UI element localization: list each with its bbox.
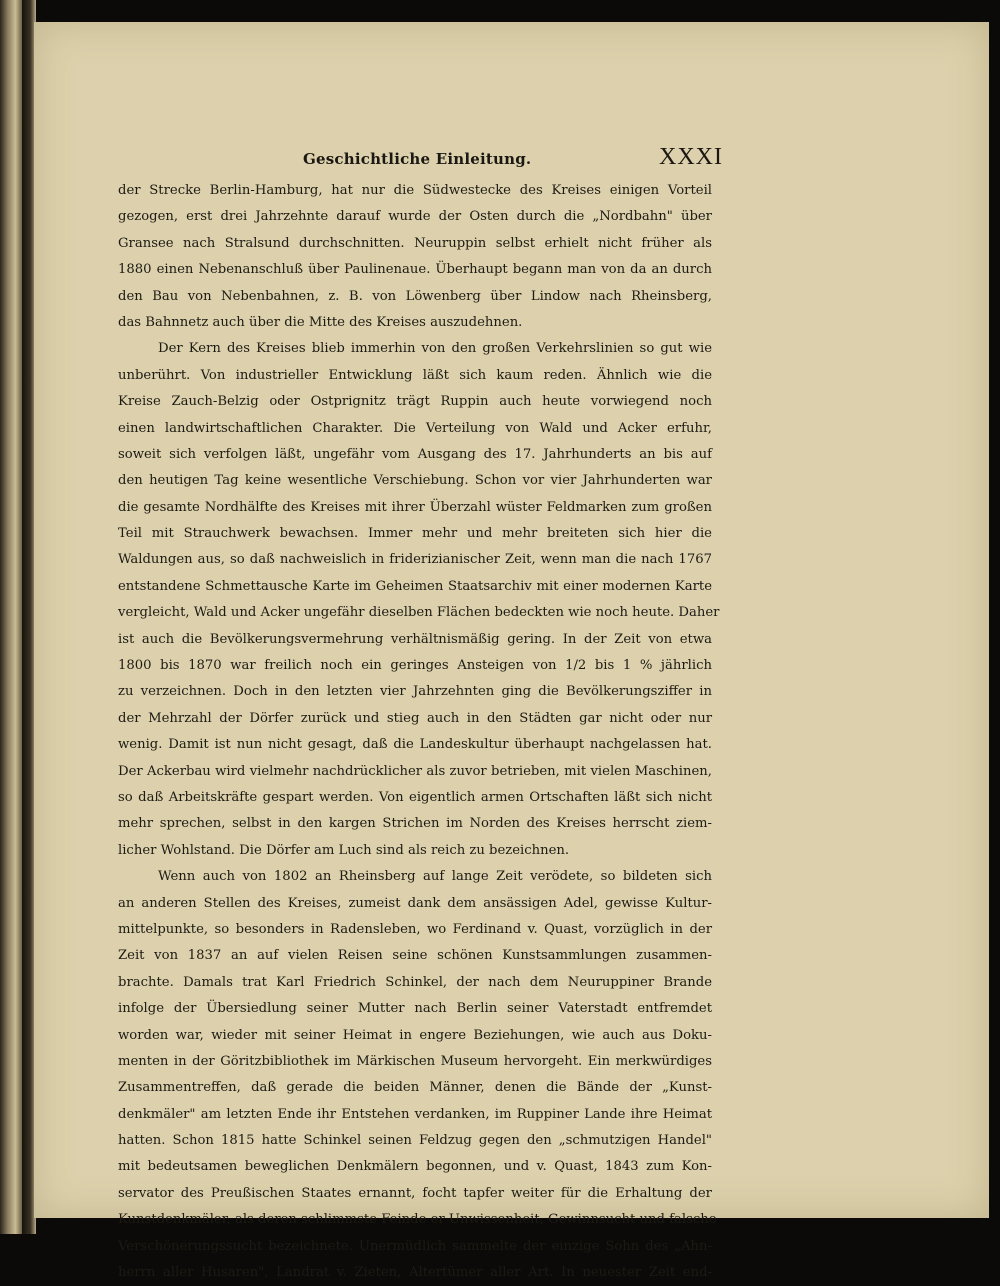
text-line: wenig. Damit ist nun nicht gesagt, daß die Landeskultur überhaupt nachgelassen hat. — [118, 737, 712, 753]
text-line: Waldungen aus, so daß nachweislich in friderizianischer Zeit, wenn man die nach 1767 — [118, 552, 712, 568]
text-line: der Mehrzahl der Dörfer zurück und stieg auch in den Städten gar nicht oder nur — [118, 710, 712, 726]
text-line: mittelpunkte, so besonders in Radensleben, wo Ferdinand v. Quast, vorzüglich in der — [118, 921, 712, 937]
text-line: brachte. Damals trat Karl Friedrich Schinkel, der nach dem Neuruppiner Brande — [118, 974, 712, 990]
previous-page-edge — [0, 0, 22, 1234]
text-line: den heutigen Tag keine wesentliche Verschiebung. Schon vor vier Jahrhunderten war — [118, 473, 712, 489]
text-line: Verschönerungssucht bezeichnete. Unermüdlich sammelte der einzige Sohn des „Ahn- — [118, 1238, 712, 1254]
text-line: der Strecke Berlin-Hamburg, hat nur die Südwestecke des Kreises einigen Vorteil — [118, 183, 712, 198]
text-line: Wenn auch von 1802 an Rheinsberg auf lange Zeit verödete, so bildeten sich — [158, 869, 712, 885]
text-line: Kunstdenkmäler, als deren schlimmste Feinde er Unwissenheit, Gewinnsucht und falsche — [118, 1212, 717, 1228]
text-line: 1800 bis 1870 war freilich noch ein geringes Ansteigen von 1/2 bis 1 % jährlich — [118, 658, 712, 674]
text-line: Der Kern des Kreises blieb immerhin von den großen Verkehrslinien so gut wie — [158, 341, 712, 357]
running-head: Geschichtliche Einleitung. — [303, 150, 532, 168]
text-line: einen landwirtschaftlichen Charakter. Die Verteilung von Wald und Acker erfuhr, — [118, 420, 712, 436]
text-line: servator des Preußischen Staates ernannt, focht tapfer weiter für die Erhaltung der — [118, 1185, 712, 1201]
text-line: Zusammentreffen, daß gerade die beiden Männer, denen die Bände der „Kunst- — [118, 1080, 712, 1096]
text-line: Der Ackerbau wird vielmehr nachdrücklicher als zuvor betrieben, mit vielen Maschinen, — [118, 763, 712, 779]
text-line: 1880 einen Nebenanschluß über Paulinenaue. Überhaupt begann man von da an durch — [118, 262, 712, 278]
text-line: Teil mit Strauchwerk bewachsen. Immer mehr und mehr breiteten sich hier die — [118, 526, 712, 542]
text-line: infolge der Übersiedlung seiner Mutter nach Berlin seiner Vaterstadt entfremdet — [118, 1001, 712, 1017]
text-line: das Bahnnetz auch über die Mitte des Kreises auszudehnen. — [118, 314, 523, 330]
page-header — [303, 144, 723, 172]
text-line: worden war, wieder mit seiner Heimat in engere Beziehungen, wie auch aus Doku- — [118, 1027, 712, 1043]
text-line: mit bedeutsamen beweglichen Denkmälern begonnen, und v. Quast, 1843 zum Kon- — [118, 1159, 712, 1175]
text-line: gezogen, erst drei Jahrzehnte darauf wurde der Osten durch die „Nordbahn" über — [118, 209, 712, 225]
text-line: zu verzeichnen. Doch in den letzten vier Jahrzehnten ging die Bevölkerungsziffer in — [118, 684, 712, 700]
text-line: Kreise Zauch-Belzig oder Ostprignitz trägt Ruppin auch heute vorwiegend noch — [118, 394, 712, 410]
text-line: soweit sich verfolgen läßt, ungefähr vom Ausgang des 17. Jahrhunderts an bis auf — [118, 446, 712, 462]
body-text — [118, 178, 720, 1286]
text-line: Zeit von 1837 an auf vielen Reisen seine schönen Kunstsammlungen zusammen- — [118, 948, 712, 964]
text-line: vergleicht, Wald und Acker ungefähr dieselben Flächen bedeckten wie noch heute. Daher — [118, 605, 720, 621]
text-line: denkmäler" am letzten Ende ihr Entstehen verdanken, im Ruppiner Lande ihre Heimat — [118, 1106, 712, 1122]
text-line: so daß Arbeitskräfte gespart werden. Von eigentlich armen Ortschaften läßt sich nicht — [118, 789, 712, 805]
text-line: herrn aller Husaren", Landrat v. Zieten, Altertümer aller Art. In neuester Zeit end- — [118, 1265, 712, 1281]
text-line: den Bau von Nebenbahnen, z. B. von Löwenberg über Lindow nach Rheinsberg, — [118, 288, 712, 304]
page-number: XXXI — [659, 144, 723, 170]
text-line: die gesamte Nordhälfte des Kreises mit ihrer Überzahl wüster Feldmarken zum großen — [118, 499, 712, 515]
text-line: Gransee nach Stralsund durchschnitten. Neuruppin selbst erhielt nicht früher als — [118, 235, 712, 251]
text-line: licher Wohlstand. Die Dörfer am Luch sind als reich zu bezeichnen. — [118, 842, 570, 858]
text-line: entstandene Schmettausche Karte im Geheimen Staatsarchiv mit einer modernen Karte — [118, 578, 712, 594]
text-line: mehr sprechen, selbst in den kargen Strichen im Norden des Kreises herrscht ziem- — [118, 816, 712, 832]
text-line: hatten. Schon 1815 hatte Schinkel seinen Feldzug gegen den „schmutzigen Handel" — [118, 1133, 712, 1149]
text-line: an anderen Stellen des Kreises, zumeist dank dem ansässigen Adel, gewisse Kultur- — [118, 895, 712, 911]
text-line: menten in der Göritzbibliothek im Märkischen Museum hervorgeht. Ein merkwürdiges — [118, 1053, 712, 1069]
text-line: ist auch die Bevölkerungsvermehrung verhältnismäßig gering. In der Zeit von etwa — [118, 631, 712, 647]
text-line: unberührt. Von industrieller Entwicklung läßt sich kaum reden. Ähnlich wie die — [118, 367, 712, 383]
